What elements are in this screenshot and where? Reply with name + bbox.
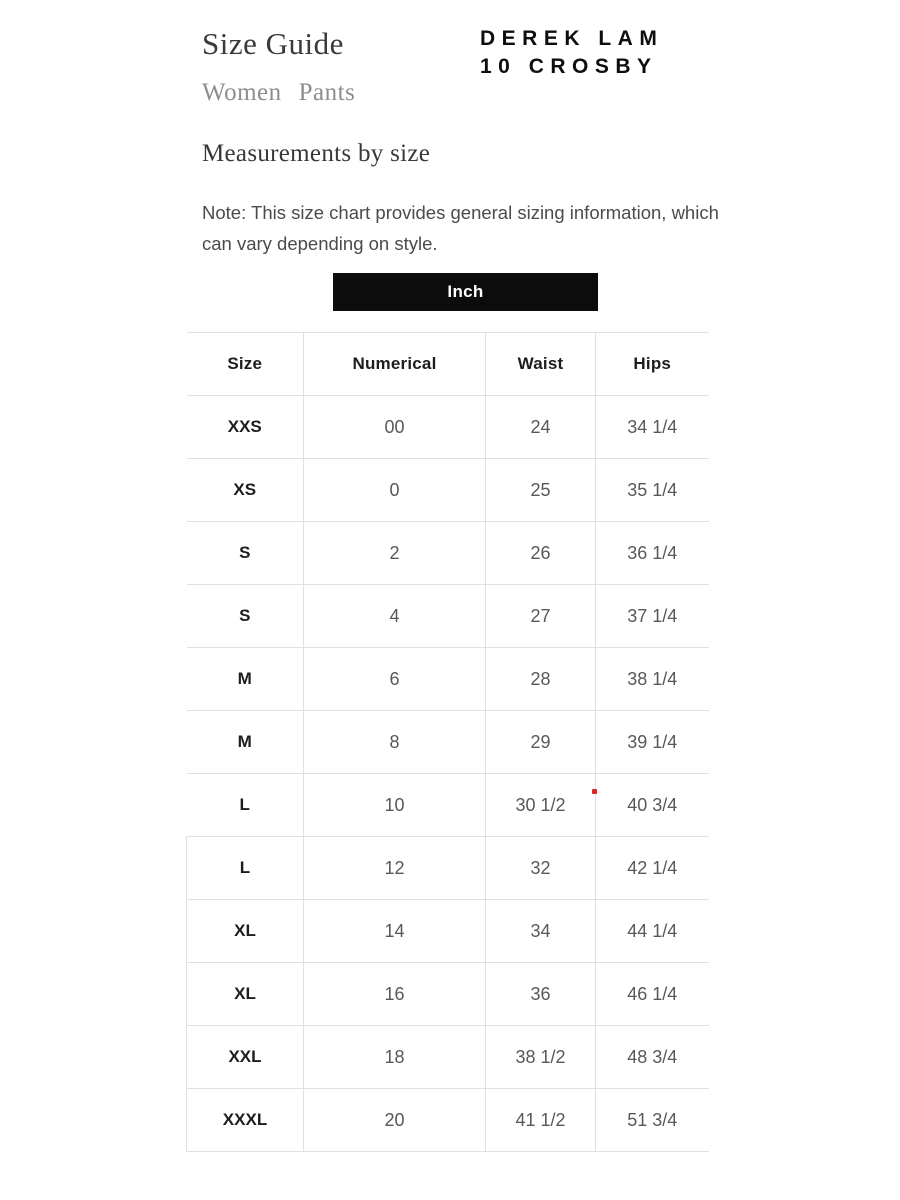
table-row xyxy=(187,396,709,459)
column-header-size: Size xyxy=(187,333,304,396)
page-title: Size Guide xyxy=(202,26,344,61)
measurement-cell: 36 1/4 xyxy=(596,522,709,585)
sizing-note: Note: This size chart provides general sizing information, which can vary depending on style. xyxy=(202,202,719,254)
size-cell: M xyxy=(187,648,304,711)
table-row xyxy=(187,522,709,585)
size-cell: L xyxy=(187,837,304,900)
measurement-cell: 27 xyxy=(486,585,596,648)
brand-logo-line2: 10 CROSBY xyxy=(480,55,658,78)
table-row xyxy=(187,711,709,774)
measurements-table xyxy=(186,332,709,1152)
table-row xyxy=(187,459,709,522)
measurement-cell: 37 1/4 xyxy=(596,585,709,648)
breadcrumb xyxy=(202,79,355,107)
brand-logo xyxy=(480,25,663,81)
measurement-cell: 34 1/4 xyxy=(596,396,709,459)
size-cell: XL xyxy=(187,900,304,963)
measurement-cell: 51 3/4 xyxy=(596,1089,709,1152)
measurement-cell: 4 xyxy=(304,585,486,648)
measurement-cell: 38 1/2 xyxy=(486,1026,596,1089)
measurement-cell: 2 xyxy=(304,522,486,585)
measurement-cell: 12 xyxy=(304,837,486,900)
section-title: Measurements by size xyxy=(202,140,431,167)
table-header-row xyxy=(187,333,709,396)
measurement-cell: 00 xyxy=(304,396,486,459)
unit-inch-button[interactable]: Inch xyxy=(333,273,598,311)
size-cell: XXL xyxy=(187,1026,304,1089)
measurement-cell: 48 3/4 xyxy=(596,1026,709,1089)
column-header-numerical: Numerical xyxy=(304,333,486,396)
brand-logo-line1: DEREK LAM xyxy=(480,27,664,50)
measurement-cell: 28 xyxy=(486,648,596,711)
table-row xyxy=(187,585,709,648)
table-row xyxy=(187,1026,709,1089)
size-cell: L xyxy=(187,774,304,837)
measurement-cell: 25 xyxy=(486,459,596,522)
measurement-cell: 8 xyxy=(304,711,486,774)
measurement-cell: 29 xyxy=(486,711,596,774)
measurement-cell: 10 xyxy=(304,774,486,837)
table-row xyxy=(187,774,709,837)
measurement-cell: 14 xyxy=(304,900,486,963)
measurement-cell: 32 xyxy=(486,837,596,900)
measurement-cell: 46 1/4 xyxy=(596,963,709,1026)
table-row xyxy=(187,648,709,711)
measurement-cell: 42 1/4 xyxy=(596,837,709,900)
size-cell: M xyxy=(187,711,304,774)
breadcrumb-women[interactable]: Women xyxy=(202,79,282,106)
measurement-cell: 38 1/4 xyxy=(596,648,709,711)
measurement-cell: 44 1/4 xyxy=(596,900,709,963)
column-header-hips: Hips xyxy=(596,333,709,396)
measurement-cell: 36 xyxy=(486,963,596,1026)
measurement-cell: 0 xyxy=(304,459,486,522)
size-cell: XL xyxy=(187,963,304,1026)
size-cell: S xyxy=(187,522,304,585)
size-cell: XS xyxy=(187,459,304,522)
measurement-cell: 6 xyxy=(304,648,486,711)
measurement-cell: 16 xyxy=(304,963,486,1026)
measurement-cell: 24 xyxy=(486,396,596,459)
measurement-cell: 41 1/2 xyxy=(486,1089,596,1152)
measurement-cell: 18 xyxy=(304,1026,486,1089)
measurement-cell: 20 xyxy=(304,1089,486,1152)
table-row xyxy=(187,1089,709,1152)
table-row xyxy=(187,900,709,963)
measurement-cell: 35 1/4 xyxy=(596,459,709,522)
table-header xyxy=(187,333,709,396)
measurement-cell: 30 1/2 xyxy=(486,774,596,837)
measurement-cell: 34 xyxy=(486,900,596,963)
size-cell: XXXL xyxy=(187,1089,304,1152)
size-cell: XXS xyxy=(187,396,304,459)
table-row xyxy=(187,837,709,900)
measurement-cell: 40 3/4 xyxy=(596,774,709,837)
measurement-cell: 39 1/4 xyxy=(596,711,709,774)
measurement-cell: 26 xyxy=(486,522,596,585)
table-row xyxy=(187,963,709,1026)
size-cell: S xyxy=(187,585,304,648)
breadcrumb-pants[interactable]: Pants xyxy=(298,79,356,106)
red-dot-marker xyxy=(592,789,597,794)
column-header-waist: Waist xyxy=(486,333,596,396)
table-body xyxy=(187,396,709,1152)
